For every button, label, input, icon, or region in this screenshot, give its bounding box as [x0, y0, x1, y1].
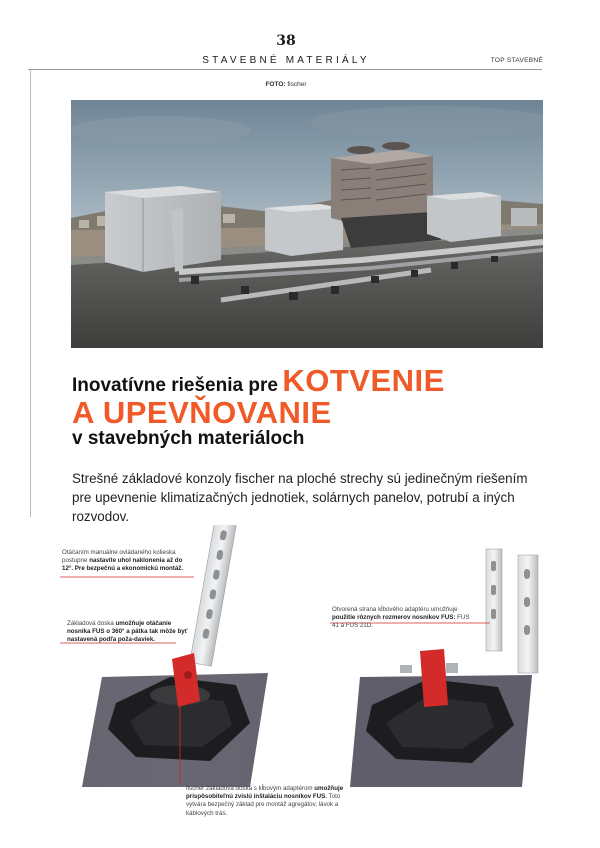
headline-accent-1: KOTVENIE — [282, 363, 445, 398]
margin-rule — [30, 70, 31, 517]
photo-credit-source: fischer — [287, 81, 307, 88]
caption-adapter-bold: použitie rôznych rozmerov nosníkov FUS: — [332, 614, 456, 622]
magazine-name: TOP STAVEBNÉ — [490, 57, 543, 64]
caption-base-tail: Toto vytvára bezpečný základ pre montáž agregátov, lávok a káblových trás. — [186, 793, 341, 817]
rooftop-photo — [71, 100, 543, 348]
caption-adapter-text: Otvorená strana kĺbového adaptéru umožňuje — [332, 606, 458, 613]
caption-base-plate — [186, 785, 346, 818]
beam-left — [190, 525, 238, 666]
page-number: 38 — [276, 33, 296, 49]
headline-accent-2: A UPEVŇOVANIE — [72, 395, 332, 430]
photo-credit — [0, 81, 572, 88]
red-adapter-right — [420, 649, 448, 707]
caption-tilt-text: Otáčaním manuálne ovládaného kolieska postupne — [62, 549, 176, 565]
lead-paragraph: Strešné základové konzoly fischer na ploché strechy sú jedinečným riešením pre upevnenie klimatizačných jednotiek, solárnych panelov, potrubí a iných rozvodov. — [72, 471, 528, 524]
header-rule — [28, 69, 542, 70]
caption-base-text: fischer základová doska s kĺbovým adaptérom — [186, 785, 315, 792]
photo-credit-label: FOTO: — [265, 81, 286, 88]
section-title: STAVEBNÉ MATERIÁLY — [202, 55, 370, 66]
caption-rotation-bold: umožňuje otáčanie nosníka FUS o 360° a pätka tak môže byť nastavená podľa poža-daviek. — [67, 620, 188, 644]
headline-intro: Inovatívne riešenia pre — [72, 375, 278, 396]
headline-line-1 — [72, 363, 445, 399]
caption-adapter — [332, 606, 472, 631]
headline-subline: v stavebných materiáloch — [72, 428, 305, 449]
caption-rotation-text: Základová doska — [67, 620, 116, 627]
caption-tilt-bold: nastavíte uhol naklonenia až do 12°. Pre bezpečnú a ekonomickú montáž. — [62, 557, 184, 573]
caption-tilt — [62, 549, 190, 574]
caption-adapter-models: FUS 41 a FUS 21D. — [332, 614, 470, 630]
caption-base-bold: umožňuje prispôsobiteľnú zvislú inštaláciu nosníkov FUS. — [186, 785, 344, 801]
caption-rotation — [67, 620, 189, 645]
